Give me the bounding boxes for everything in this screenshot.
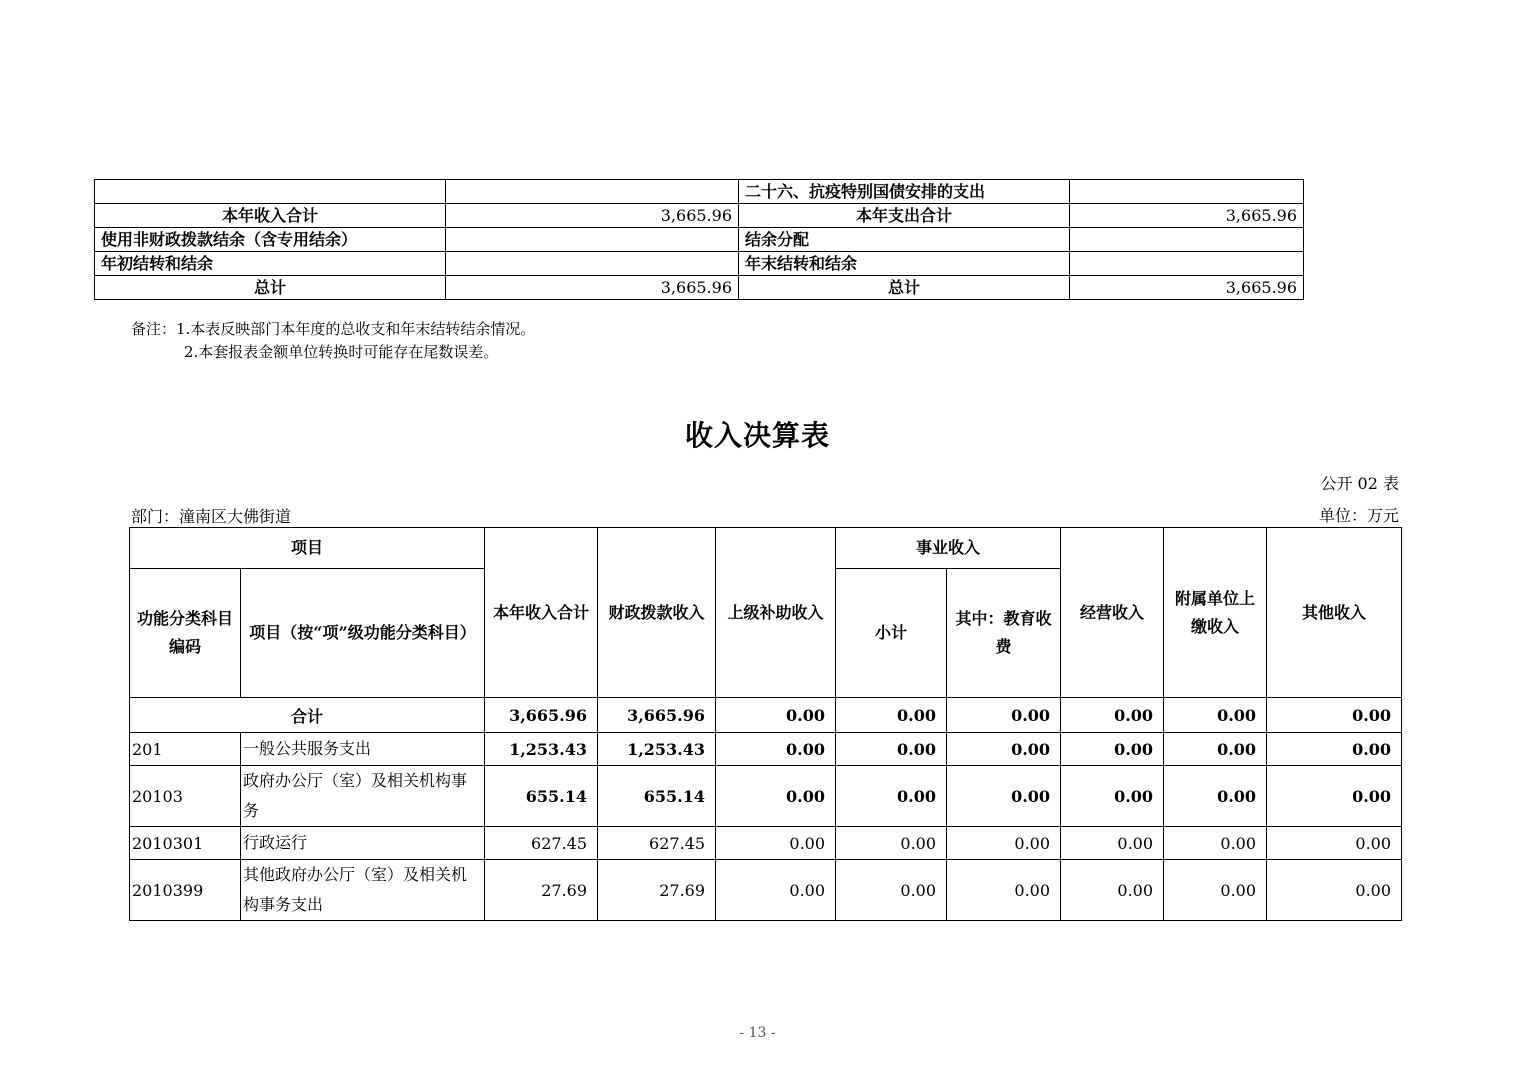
- income-table: [129, 527, 1402, 921]
- row-code: 20103: [130, 766, 241, 827]
- row-cell: 0.00: [716, 733, 836, 766]
- row-cell: 0.00: [947, 860, 1061, 921]
- row-cell: 0.00: [716, 827, 836, 860]
- row-cell: 627.45: [485, 827, 598, 860]
- summary-row: [95, 276, 1304, 300]
- summary-right-label: 二十六、抗疫特别国债安排的支出: [739, 180, 1070, 204]
- row-cell: 0.00: [1164, 766, 1267, 827]
- row-cell: 0.00: [716, 860, 836, 921]
- row-cell: 627.45: [598, 827, 716, 860]
- summary-left-value: [446, 252, 739, 276]
- summary-right-label: 总计: [739, 276, 1070, 300]
- header-name: 项目（按“项”级功能分类科目）: [241, 569, 485, 698]
- row-cell: 1,253.43: [485, 733, 598, 766]
- row-cell: 655.14: [485, 766, 598, 827]
- summary-right-value: 3,665.96: [1070, 204, 1304, 228]
- row-cell: 0.00: [1061, 827, 1164, 860]
- summary-right-label: 本年支出合计: [739, 204, 1070, 228]
- row-cell: 27.69: [485, 860, 598, 921]
- row-cell: 0.00: [1267, 733, 1402, 766]
- row-cell: 0.00: [1061, 733, 1164, 766]
- summary-left-label: 本年收入合计: [95, 204, 446, 228]
- note-line-1: 备注：1.本表反映部门本年度的总收支和年末结转结余情况。: [131, 320, 536, 338]
- total-cell: 3,665.96: [598, 698, 716, 733]
- summary-row: [95, 180, 1304, 204]
- summary-row: [95, 204, 1304, 228]
- total-cell: 0.00: [836, 698, 947, 733]
- total-row: [130, 698, 1402, 733]
- form-number: 公开 02 表: [1320, 474, 1399, 493]
- row-cell: 0.00: [947, 827, 1061, 860]
- header-operating: 经营收入: [1061, 528, 1164, 698]
- row-code: 2010301: [130, 827, 241, 860]
- total-cell: 0.00: [1267, 698, 1402, 733]
- summary-left-label: 使用非财政拨款结余（含专用结余）: [95, 228, 446, 252]
- total-cell: 0.00: [947, 698, 1061, 733]
- header-business: 事业收入: [836, 528, 1061, 569]
- total-cell: 3,665.96: [485, 698, 598, 733]
- row-cell: 0.00: [1061, 860, 1164, 921]
- row-cell: 0.00: [836, 766, 947, 827]
- department-label: 部门：潼南区大佛街道: [131, 507, 292, 526]
- row-cell: 27.69: [598, 860, 716, 921]
- row-cell: 0.00: [716, 766, 836, 827]
- total-cell: 0.00: [716, 698, 836, 733]
- summary-left-value: 3,665.96: [446, 204, 739, 228]
- table-row: [130, 733, 1402, 766]
- page-number: - 13 -: [739, 1025, 776, 1041]
- summary-left-value: [446, 180, 739, 204]
- summary-left-label: [95, 180, 446, 204]
- row-cell: 0.00: [836, 827, 947, 860]
- row-cell: 0.00: [836, 733, 947, 766]
- summary-left-label: 总计: [95, 276, 446, 300]
- header-total: 本年收入合计: [485, 528, 598, 698]
- row-cell: 0.00: [1164, 827, 1267, 860]
- header-other: 其他收入: [1267, 528, 1402, 698]
- row-cell: 0.00: [947, 766, 1061, 827]
- summary-right-label: 结余分配: [739, 228, 1070, 252]
- row-cell: 0.00: [1267, 766, 1402, 827]
- table-row: [130, 827, 1402, 860]
- row-name: 政府办公厅（室）及相关机构事务: [241, 766, 485, 827]
- summary-row: [95, 228, 1304, 252]
- summary-table: [94, 179, 1304, 300]
- row-cell: 0.00: [836, 860, 947, 921]
- header-fiscal: 财政拨款收入: [598, 528, 716, 698]
- row-cell: 0.00: [1061, 766, 1164, 827]
- row-code: 201: [130, 733, 241, 766]
- total-cell: 0.00: [1061, 698, 1164, 733]
- summary-row: [95, 252, 1304, 276]
- header-education: 其中：教育收费: [947, 569, 1061, 698]
- row-name: 一般公共服务支出: [241, 733, 485, 766]
- header-subtotal: 小计: [836, 569, 947, 698]
- header-affiliated: 附属单位上缴收入: [1164, 528, 1267, 698]
- row-code: 2010399: [130, 860, 241, 921]
- header-code: 功能分类科目编码: [130, 569, 241, 698]
- row-cell: 0.00: [1267, 827, 1402, 860]
- header-item: 项目: [130, 528, 485, 569]
- row-name: 其他政府办公厅（室）及相关机构事务支出: [241, 860, 485, 921]
- row-cell: 655.14: [598, 766, 716, 827]
- table-row: [130, 766, 1402, 827]
- row-cell: 0.00: [1267, 860, 1402, 921]
- summary-left-value: 3,665.96: [446, 276, 739, 300]
- header-row-1: [130, 528, 1402, 569]
- header-superior: 上级补助收入: [716, 528, 836, 698]
- row-cell: 0.00: [1164, 733, 1267, 766]
- summary-right-value: [1070, 180, 1304, 204]
- page-title: 收入决算表: [684, 419, 830, 452]
- note-line-2: 2.本套报表金额单位转换时可能存在尾数误差。: [184, 343, 499, 361]
- summary-right-value: [1070, 228, 1304, 252]
- row-name: 行政运行: [241, 827, 485, 860]
- unit-label: 单位：万元: [1318, 506, 1399, 525]
- total-label: 合计: [130, 698, 485, 733]
- row-cell: 0.00: [947, 733, 1061, 766]
- summary-left-label: 年初结转和结余: [95, 252, 446, 276]
- row-cell: 1,253.43: [598, 733, 716, 766]
- summary-left-value: [446, 228, 739, 252]
- summary-right-value: [1070, 252, 1304, 276]
- summary-right-label: 年末结转和结余: [739, 252, 1070, 276]
- row-cell: 0.00: [1164, 860, 1267, 921]
- total-cell: 0.00: [1164, 698, 1267, 733]
- table-row: [130, 860, 1402, 921]
- summary-right-value: 3,665.96: [1070, 276, 1304, 300]
